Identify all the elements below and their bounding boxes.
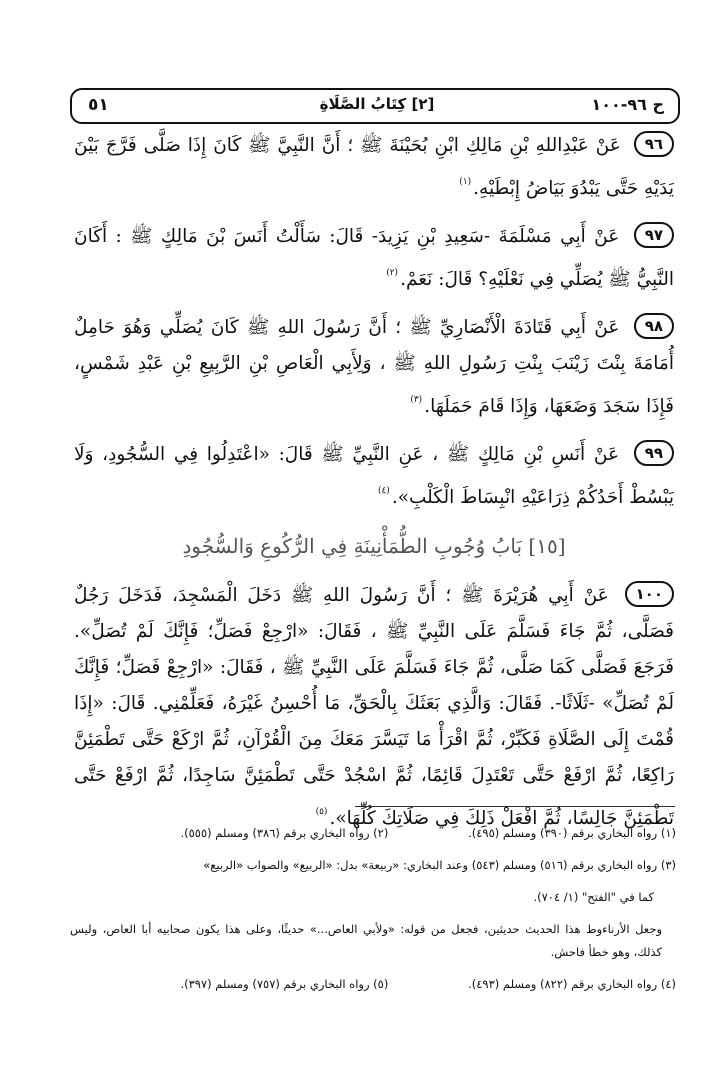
hadith-97: [74, 219, 674, 298]
footnote-ref: (٤): [377, 486, 390, 496]
hadith-number: ٩٨: [634, 313, 674, 339]
hadith-number: ٩٦: [634, 131, 674, 157]
footnote-ref: (٣): [410, 395, 423, 405]
hadith-text: عَنْ عَبْدِاللهِ بْنِ مَالِكِ ابْنِ بُحَيْنَةَ ﷺ ؛ أَنَّ النَّبِيَّ ﷺ كَانَ إِذَا صَلَّى فَرَّجَ بَيْنَ يَدَيْهِ حَتَّى يَبْدُوَ بَيَاضُ إِبْطَيْهِ.: [74, 135, 674, 199]
hadith-text: عَنْ أَنَسِ بْنِ مَالِكٍ ﷺ ، عَنِ النَّبِيِّ ﷺ قَالَ: «اعْتَدِلُوا فِي السُّجُودِ، وَلَا يَبْسُطْ أَحَدُكُمْ ذِرَاعَيْهِ انْبِسَاطَ الْكَلْبِ».: [74, 444, 674, 508]
hadith-100: [74, 578, 674, 837]
hadith-text: عَنْ أَبِي قَتَادَةَ الْأَنْصَارِيِّ ﷺ ؛ أَنَّ رَسُولَ اللهِ ﷺ كَانَ يُصَلِّي وَهُوَ حَامِلٌ أُمَامَةَ بِنْتَ زَيْنَبَ بِنْتِ رَسُولِ اللهِ ﷺ ، وَلِأَبِي الْعَاصِ بْنِ الرَّبِيعِ بْنِ عَبْدِ شَمْسٍ، فَإِذَا سَجَدَ وَضَعَهَا، وَإِذَا قَامَ حَمَلَهَا.: [74, 317, 674, 417]
footnote-3: (٣) رواه البخاري برقم (٥١٦) ومسلم (٥٤٣) وعند البخاري: «ربيعة» بدل: «الربيع» والصواب «الربيع»: [203, 858, 676, 872]
running-header: [70, 88, 680, 124]
footnote-4-5: [70, 973, 676, 996]
main-text: [74, 128, 674, 849]
hadith-96: [74, 128, 674, 207]
hadith-98: [74, 310, 674, 425]
footnote-ref: (٢): [386, 268, 399, 278]
hadith-number: ٩٧: [634, 222, 674, 248]
section-title: [١٥] بَابُ وُجُوبِ الطُّمَأْنِينَةِ فِي الرُّكُوعِ وَالسُّجُودِ: [182, 534, 566, 558]
footnote-1-2: [70, 822, 676, 845]
footnote-1: (١) رواه البخاري برقم (٣٩٠) ومسلم (٤٩٥).: [468, 826, 676, 840]
footnote-5: (٥) رواه البخاري برقم (٧٥٧) ومسلم (٣٩٧).: [180, 977, 389, 991]
hadith-range: ح ٩٦-١٠٠: [591, 95, 664, 114]
footnote-ref: (٥): [315, 807, 328, 817]
footnote-ref: (١): [459, 177, 472, 187]
footnote-4: (٤) رواه البخاري برقم (٨٢٢) ومسلم (٤٩٣).: [468, 977, 676, 991]
hadith-text: عَنْ أَبِي مَسْلَمَةَ -سَعِيدِ بْنِ يَزِيدَ- قَالَ: سَأَلْتُ أَنَسَ بْنَ مَالِكٍ ﷺ : أَكَانَ النَّبِيُّ ﷺ يُصَلِّي فِي نَعْلَيْهِ؟ قَالَ: نَعَمْ.: [74, 226, 674, 290]
hadith-number: ١٠٠: [625, 581, 674, 607]
footnote-3-continued: كما في "الفتح" (١/ ٧٠٤).: [533, 890, 654, 904]
footnote-divider: [355, 806, 675, 807]
footnotes: [70, 822, 676, 1005]
chapter-heading: [٢] كِتَابُ الصَّلَاةِ: [319, 95, 435, 113]
hadith-number: ٩٩: [634, 440, 674, 466]
page-number: ٥١: [88, 95, 109, 115]
footnote-3-note: وجعل الأرناءوط هذا الحديث حديثين، فجعل من قوله: «ولأبي العاص...» حديثًا، وعلى هذا يكون صحابيه أبا العاص، وليس كذلك، وهو خطأ فاحش.: [70, 922, 662, 959]
hadith-99: [74, 437, 674, 516]
footnote-2: (٢) رواه البخاري برقم (٣٨٦) ومسلم (٥٥٥).: [180, 826, 389, 840]
hadith-text: عَنْ أَبِي هُرَيْرَةَ ﷺ ؛ أَنَّ رَسُولَ اللهِ ﷺ دَخَلَ الْمَسْجِدَ، فَدَخَلَ رَجُلٌ فَصَلَّى، ثُمَّ جَاءَ فَسَلَّمَ عَلَى النَّبِيِّ ﷺ ، فَقَالَ: «ارْجِعْ فَصَلِّ؛ فَإِنَّكَ لَمْ تُصَلِّ». فَرَجَعَ فَصَلَّى كَمَا صَلَّى، ثُمَّ جَاءَ فَسَلَّمَ عَلَى النَّبِيِّ ﷺ ، فَقَالَ: «ارْجِعْ فَصَلِّ؛ فَإِنَّكَ لَمْ تُصَلِّ» -ثَلَاثًا-. فَقَالَ: وَالَّذِي بَعَثَكَ بِالْحَقِّ، مَا أُحْسِنُ غَيْرَهُ، فَعَلِّمْنِي. قَالَ: «إِذَا قُمْتَ إِلَى الصَّلَاةِ فَكَبِّرْ، ثُمَّ اقْرَأْ مَا تَيَسَّرَ مَعَكَ مِنَ الْقُرْآنِ، ثُمَّ ارْكَعْ حَتَّى تَطْمَئِنَّ رَاكِعًا، ثُمَّ ارْفَعْ حَتَّى تَعْتَدِلَ قَائِمًا، ثُمَّ اسْجُدْ حَتَّى تَطْمَئِنَّ سَاجِدًا، ثُمَّ ارْفَعْ حَتَّى تَطْمَئِنَّ جَالِسًا، ثُمَّ افْعَلْ ذَلِكَ فِي صَلَاتِكَ كُلِّهَا».: [74, 585, 674, 829]
